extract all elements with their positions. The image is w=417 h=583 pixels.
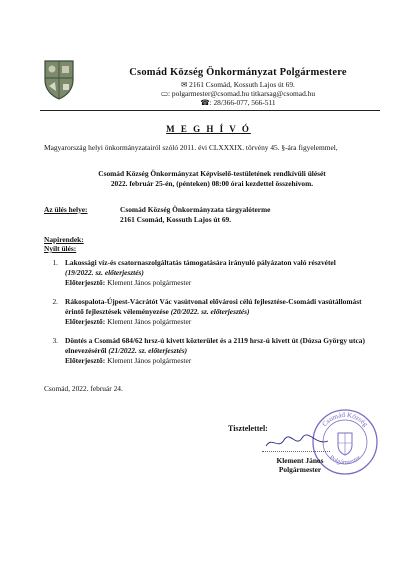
address-line [88,80,388,89]
agenda-item [44,336,380,366]
stamp-top-text: Csomád Község [320,410,370,429]
agenda-item-presenter [65,317,365,327]
meeting-line-1: Csomád Község Önkormányzat Képviselő-testületének rendkívüli ülését [98,169,326,178]
location-label: Az ülés helye: [44,205,88,214]
presenter-label: Előterjesztő: [65,317,106,326]
agenda-item-presenter [65,356,365,366]
presenter-name: Klement János polgármester [107,278,192,287]
signature-scribble [262,432,332,452]
presenter-label: Előterjesztő: [65,356,106,365]
agenda-item-note: (20/2022. sz. előterjesztés) [170,307,250,316]
phone-text: 28/366-077, 566-511 [213,98,276,107]
stamp-bottom-text: Polgármester [327,454,363,467]
agenda-list [44,258,380,375]
office-title: Csomád Község Önkormányzat Polgármestere [129,67,347,78]
presenter-name: Klement János polgármester [107,356,192,365]
header-divider [40,110,380,111]
email-line [88,89,388,98]
phone-line [88,98,388,107]
signature-line [262,451,330,452]
presenter-name: Klement János polgármester [107,317,192,326]
meeting-announcement [44,169,380,189]
envelope-icon: ✉ [181,80,188,89]
signatory-name: Klement János [276,456,324,465]
signatory-role: Polgármester [278,465,322,474]
agenda-item-title: Rákospalota-Újpest-Vácrátót Vác vasútvonal elővárosi célú fejlesztése-Csomádi vasútállomást érintő fejlesztések véleményezése [65,297,362,316]
agenda-item [44,297,380,327]
telephone-icon: ☎: [200,98,212,107]
computer-icon: ▭: [160,89,171,98]
document-date: Csomád, 2022. február 24. [44,384,123,393]
email-text: polgarmester@csomad.hu titkarsag@csomad.hu [171,89,316,98]
location-line-1: Csomád Község Önkormányzata tárgyalóterme [120,205,271,214]
agenda-item-number: 3. [52,336,58,345]
agenda-item-number: 2. [52,297,58,306]
document-heading: M E G H Í V Ó [166,124,251,134]
signatory [220,456,380,474]
agenda-item-number: 1. [52,258,58,267]
location-value [120,205,270,225]
open-session-label: Nyílt ülés: [44,244,77,253]
address-text: 2161 Csomád, Kossuth Lajos út 69. [189,80,295,89]
agenda-item-presenter [65,278,365,288]
agenda-item [44,258,380,288]
agenda-heading [44,235,84,253]
coat-of-arms-icon [42,58,76,100]
agenda-item-title: Döntés a Csomád 684/62 hrsz-ú kivett közterület és a 2119 hrsz-ú kivett út (Dózsa György utca) elnevezéséről [65,336,365,355]
closing-salutation: Tisztelettel: [228,424,268,433]
agenda-item-title: Lakossági víz-és csatornaszolgáltatás támogatására irányuló pályázaton való részvétel [65,258,336,267]
location-line-2: 2161 Csomád, Kossuth Lajos út 69. [120,215,232,224]
meeting-line-2: 2022. február 25-én, (pénteken) 08:00 órai kezdettel összehívom. [110,179,314,188]
agenda-label: Napirendek: [44,235,84,244]
agenda-item-note: (21/2022. sz. előterjesztés) [108,346,188,355]
agenda-item-note: (19/2022. sz. előterjesztés) [65,268,144,277]
presenter-label: Előterjesztő: [65,278,106,287]
intro-paragraph: Magyarország helyi önkormányzatairól szóló 2011. évi CLXXXIX. törvény 45. §-ára figyelemmel, [44,143,338,152]
